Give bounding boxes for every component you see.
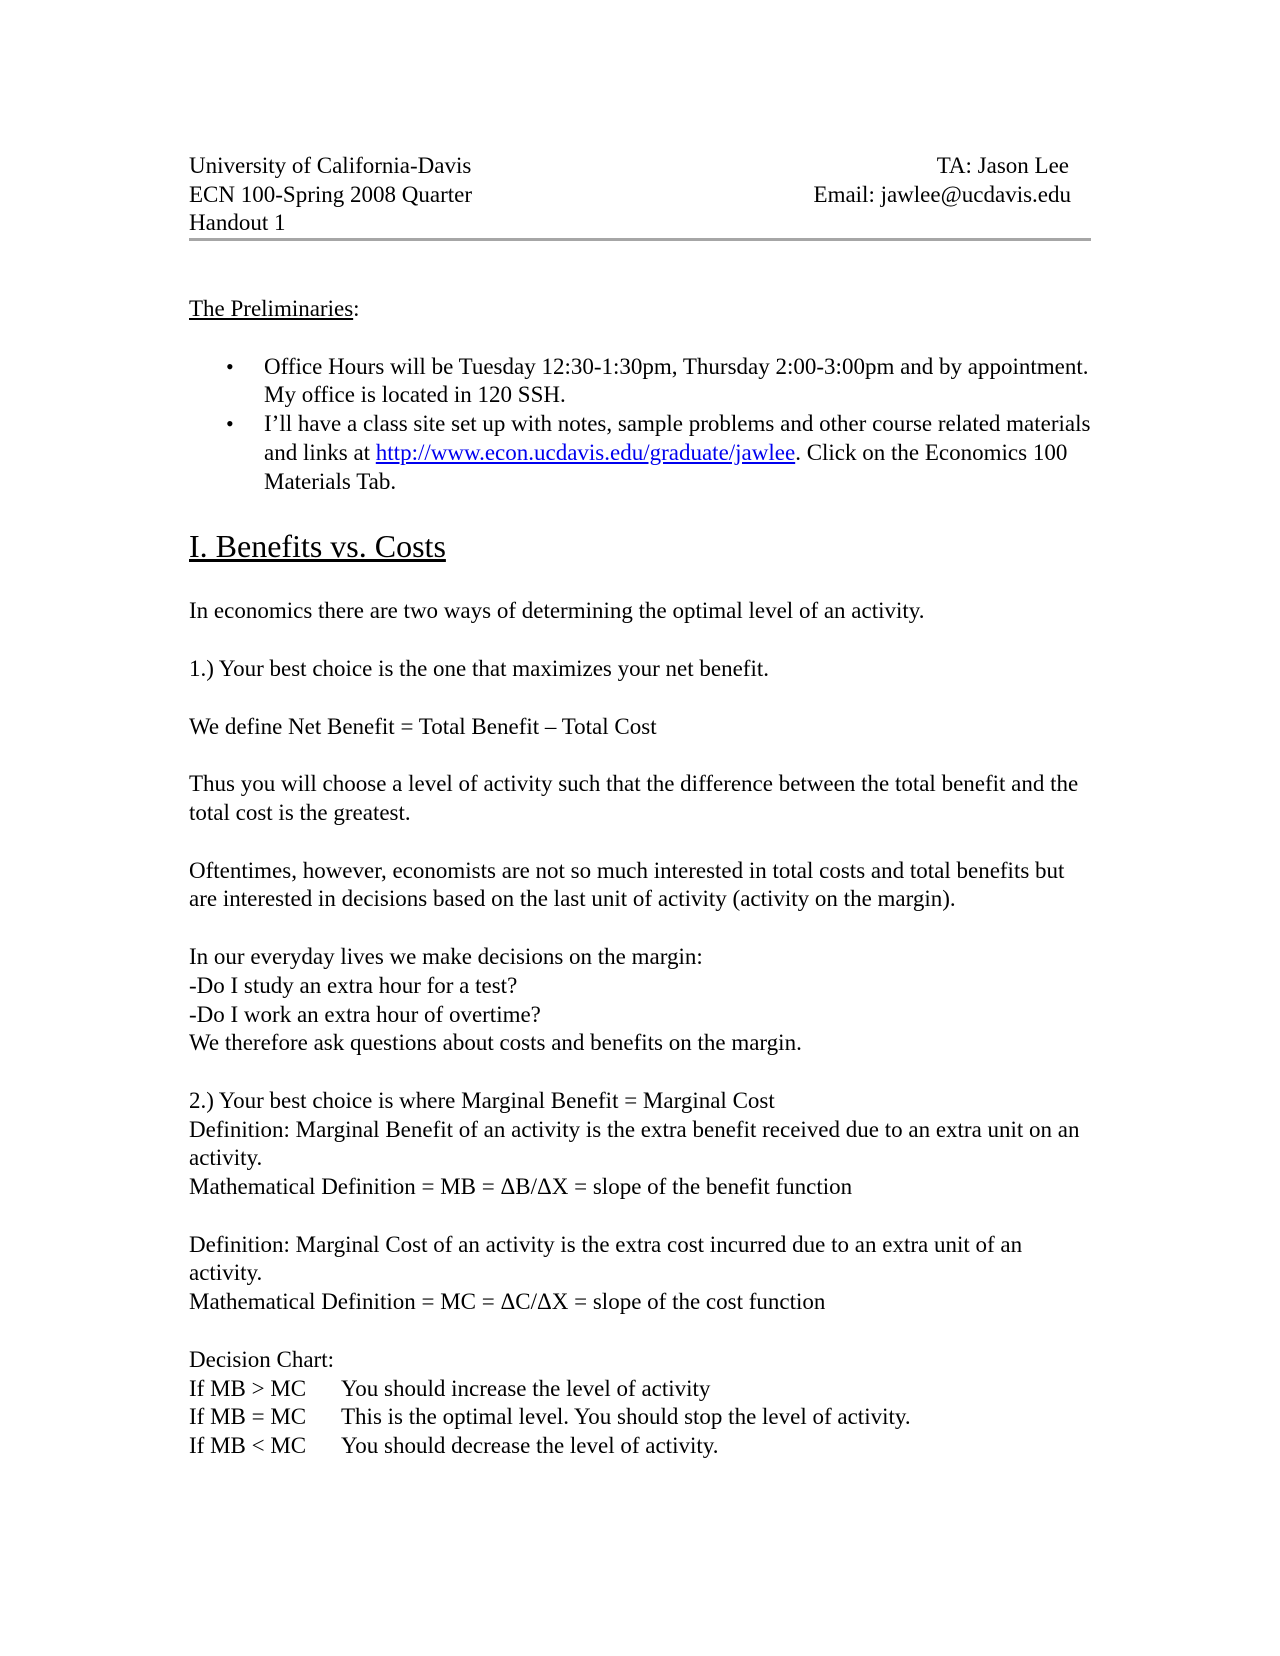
ta-email: Email: jawlee@ucdavis.edu [813, 181, 1071, 207]
decision-action: This is the optimal level. You should stop the level of activity. [341, 1404, 911, 1430]
point-two: 2.) Your best choice is where Marginal Benefit = Marginal Cost [189, 1087, 775, 1113]
marginal-cost-math: Mathematical Definition = MC = ΔC/ΔX = slope of the cost function [189, 1289, 826, 1315]
course-name: ECN 100-Spring 2008 Quarter [189, 181, 472, 207]
marginal-cost-definition: Definition: Marginal Cost of an activity is the extra cost incurred due to an extra unit of an activity. [189, 1231, 1023, 1286]
list-item: • I’ll have a class site set up with notes, sample problems and other course related materials and links at http://www.econ.ucdavis.edu/graduate/jawlee. Click on the Economics 100 Materials Tab. [226, 411, 1091, 494]
decision-condition: If MB = MC [189, 1404, 307, 1430]
decision-condition: If MB > MC [189, 1375, 307, 1401]
point-one: 1.) Your best choice is the one that maximizes your net benefit. [189, 655, 769, 681]
ta-info [814, 152, 1071, 209]
decision-action: You should increase the level of activity [341, 1375, 711, 1401]
thus-paragraph: Thus you will choose a level of activity such that the difference between the total benefit and the total cost is the greatest. [189, 771, 1079, 826]
decision-condition: If MB < MC [189, 1432, 307, 1458]
oftentimes-paragraph: Oftentimes, however, economists are not so much interested in total costs and total benefits but are interested in decisions based on the last unit of activity (activity on the margin). [189, 857, 1065, 912]
list-item: • Office Hours will be Tuesday 12:30-1:30pm, Thursday 2:00-3:00pm and by appointment. My office is located in 120 SSH. [226, 353, 1089, 408]
margin-line: -Do I study an extra hour for a test? [189, 972, 518, 998]
section-heading: I. Benefits vs. Costs [189, 528, 446, 565]
bullet-icon: • [226, 411, 234, 437]
preliminaries-label: The Preliminaries: [189, 296, 360, 321]
margin-line: In our everyday lives we make decisions on the margin: [189, 944, 703, 970]
decision-row [189, 1432, 1091, 1461]
handout-number: Handout 1 [189, 210, 286, 236]
university-name: University of California-Davis [189, 153, 472, 178]
margin-line: -Do I work an extra hour of overtime? [189, 1001, 541, 1027]
intro-paragraph: In economics there are two ways of determining the optimal level of an activity. [189, 598, 925, 624]
marginal-benefit-math: Mathematical Definition = MB = ΔB/ΔX = slope of the benefit function [189, 1174, 853, 1200]
decision-action: You should decrease the level of activity. [341, 1432, 719, 1458]
preliminaries-list [189, 353, 1091, 497]
decision-row [189, 1375, 1091, 1404]
ta-name: TA: Jason Lee [936, 153, 1069, 178]
course-info [189, 152, 472, 238]
margin-line: We therefore ask questions about costs and benefits on the margin. [189, 1030, 802, 1056]
document-header [189, 152, 1091, 238]
bullet-icon: • [226, 353, 234, 379]
marginal-benefit-definition: Definition: Marginal Benefit of an activity is the extra benefit received due to an extra unit on an activity. [189, 1116, 1080, 1171]
net-benefit-definition: We define Net Benefit = Total Benefit – Total Cost [189, 713, 657, 739]
decision-row [189, 1403, 1091, 1432]
handout-page [189, 152, 1091, 1461]
decision-chart-title: Decision Chart: [189, 1346, 334, 1372]
class-site-link[interactable]: http://www.econ.ucdavis.edu/graduate/jawlee [375, 439, 796, 465]
header-divider [189, 238, 1091, 241]
